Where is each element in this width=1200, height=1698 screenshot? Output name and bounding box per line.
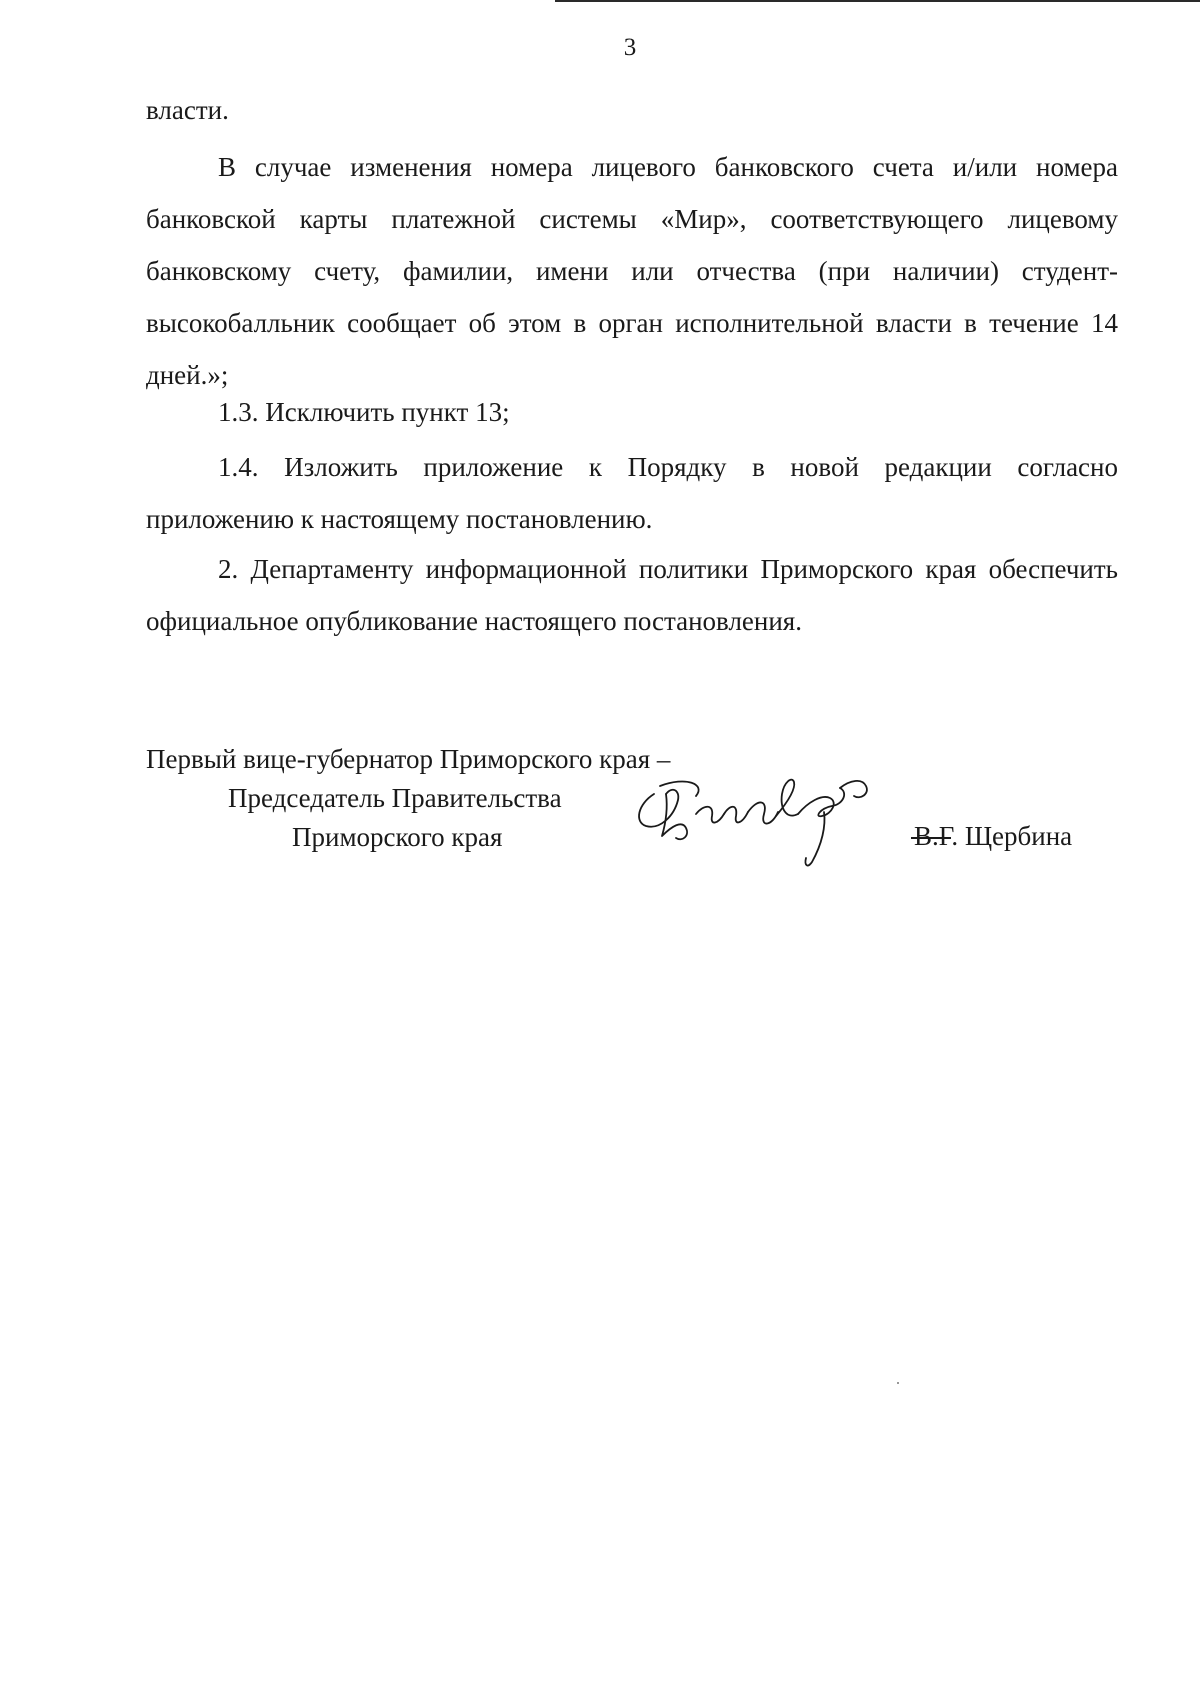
signature-block: [146, 744, 1126, 874]
handwritten-signature: [626, 764, 916, 879]
signer-position-line3: Приморского края: [292, 822, 503, 852]
signer-position-line1: Первый вице-губернатор Приморского края –: [146, 744, 671, 774]
paragraph-item-1-4: 1.4. Изложить приложение к Порядку в новой редакции согласно приложению к настоящему постановлению.: [146, 452, 1118, 534]
signer-name: В.Г. Щербина: [914, 821, 1073, 851]
scan-speck: [897, 1382, 899, 1384]
paragraph-account-change: В случае изменения номера лицевого банковского счета и/или номера банковской карты платежной системы «Мир», соответствующего лицевому банковскому счету, фамилии, имени или отчества (при наличии) студент-высокобалльник сообщает об этом в орган исполнительной власти в течение 14 дней.»;: [146, 152, 1118, 390]
paragraph-item-2: 2. Департаменту информационной политики Приморского края обеспечить официальное опубликование настоящего постановления.: [146, 554, 1118, 636]
paragraph-item-1-3: 1.3. Исключить пункт 13;: [218, 397, 510, 427]
paragraph-continuation: власти.: [146, 95, 229, 125]
scan-edge-line: [555, 0, 1200, 2]
page-number: 3: [623, 34, 637, 61]
signer-position-line2: Председатель Правительства: [228, 783, 562, 813]
